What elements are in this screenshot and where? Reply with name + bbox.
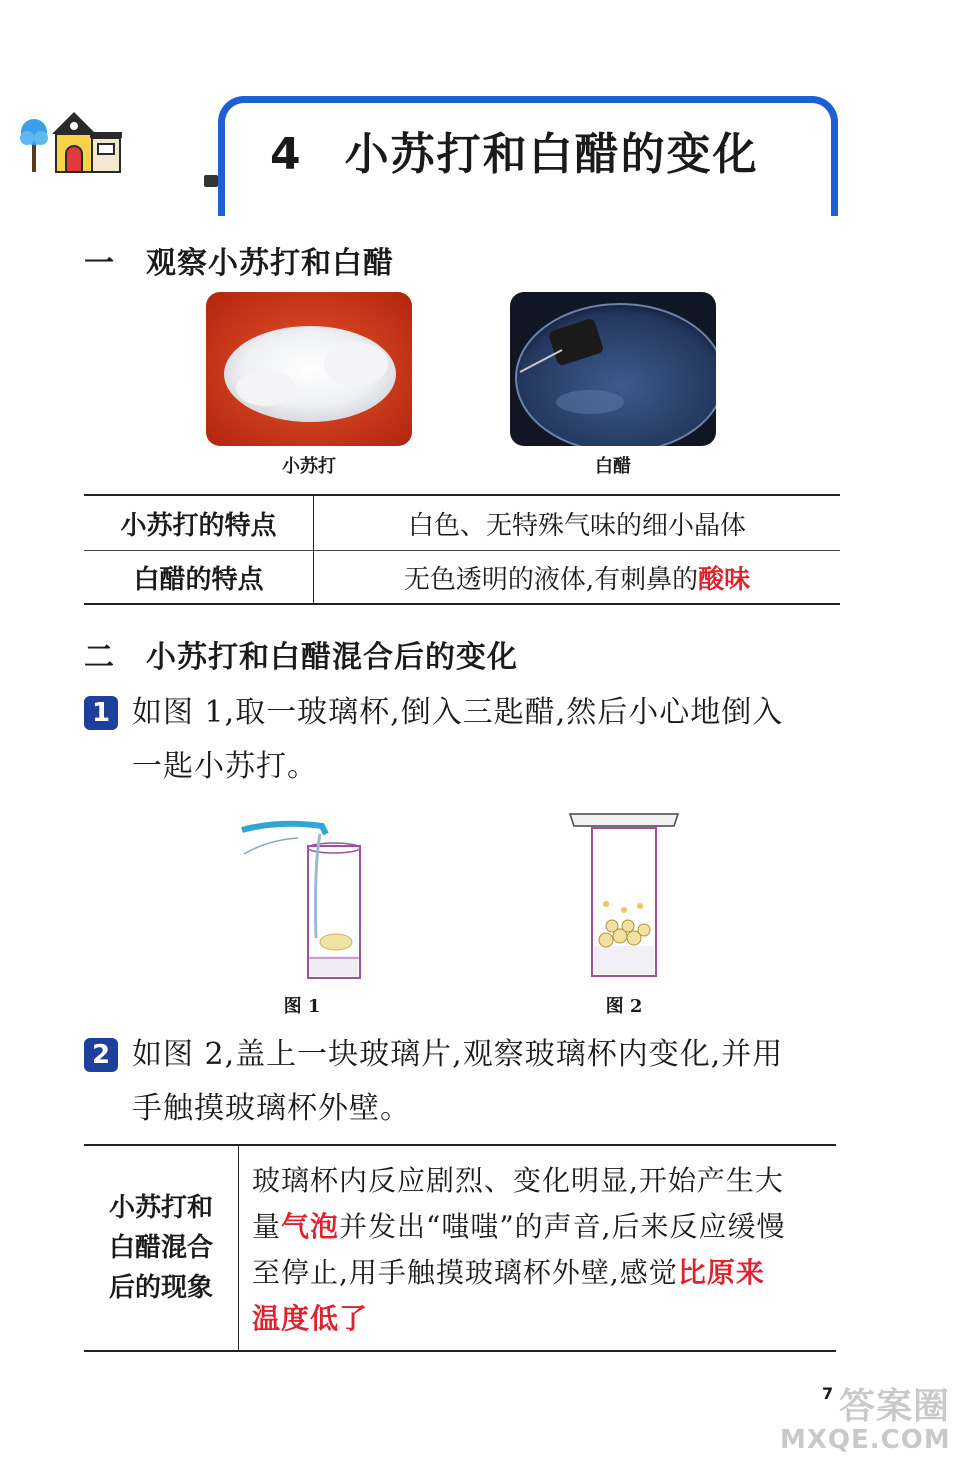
result-description — [252, 1158, 836, 1342]
section-1-number: 一 — [84, 246, 115, 281]
result-line-1: 玻璃杯内反应剧烈、变化明显,开始产生大 — [252, 1164, 784, 1197]
section-2-heading — [84, 632, 518, 676]
lesson-title — [270, 118, 759, 182]
lesson-number: 4 — [270, 129, 303, 180]
result-line-3-start: 至停止,用手触摸玻璃杯外壁,感觉 — [252, 1256, 678, 1289]
result-label-line-1: 小苏打和 — [108, 1193, 213, 1223]
vinegar-feature-label: 白醋的特点 — [133, 565, 264, 595]
result-line-2-end: 并发出“嗤嗤”的声音,后来反应缓慢 — [339, 1210, 786, 1243]
figure-1-caption: 图 1 — [283, 996, 321, 1017]
result-label-line-2: 白醋混合 — [108, 1233, 213, 1263]
lesson-title-text: 小苏打和白醋的变化 — [344, 129, 759, 180]
vinegar-feature-text: 无色透明的液体,有刺鼻的 — [403, 565, 699, 595]
result-highlight-temperature: 温度低了 — [252, 1302, 369, 1335]
result-label-line-3: 后的现象 — [108, 1273, 213, 1303]
result-line-4 — [252, 1296, 836, 1342]
vinegar-feature-highlight: 酸味 — [698, 565, 751, 595]
baking-soda-photo — [206, 292, 412, 446]
vinegar-feature-value — [314, 559, 840, 596]
table-2-column-divider — [238, 1144, 239, 1352]
section-2-number: 二 — [84, 640, 115, 675]
table-2-bottom-border — [84, 1350, 836, 1352]
result-highlight-bubbles: 气泡 — [281, 1210, 340, 1243]
section-2-title: 小苏打和白醋混合后的变化 — [146, 640, 518, 675]
watermark-logo — [780, 1378, 950, 1455]
table-1-row-divider — [84, 550, 840, 551]
result-highlight-compare: 比原来 — [677, 1256, 765, 1289]
step-2-line-1: 如图 2,盖上一块玻璃片,观察玻璃杯内变化,并用 — [132, 1037, 784, 1072]
section-1-title: 观察小苏打和白醋 — [146, 246, 394, 281]
result-line-2-start: 量 — [252, 1210, 282, 1243]
step-1-badge: 1 — [84, 696, 118, 730]
result-line-3 — [252, 1250, 836, 1296]
figure-2-illustration — [566, 806, 682, 982]
watermark-top: 答案圈 — [838, 1386, 950, 1427]
baking-soda-caption: 小苏打 — [282, 456, 336, 477]
step-2-line-2: 手触摸玻璃杯外壁。 — [132, 1091, 411, 1126]
figure-2-caption: 图 2 — [605, 996, 643, 1017]
step-1-line-2: 一匙小苏打。 — [132, 749, 318, 784]
vinegar-caption: 白醋 — [595, 456, 631, 477]
table-1-bottom-border — [84, 603, 840, 605]
house-tree-icon — [18, 110, 124, 176]
page-number: 7 — [822, 1384, 834, 1403]
baking-soda-feature-label: 小苏打的特点 — [120, 511, 277, 541]
vinegar-photo — [510, 292, 716, 446]
section-1-heading — [84, 238, 394, 282]
step-1-line-1: 如图 1,取一玻璃杯,倒入三匙醋,然后小心地倒入 — [132, 695, 784, 730]
result-line-2 — [252, 1204, 836, 1250]
result-label — [84, 1188, 238, 1308]
table-1-top-border — [84, 494, 840, 496]
title-frame-notch — [204, 175, 218, 187]
step-2-badge: 2 — [84, 1038, 118, 1072]
watermark-bottom: MXQE.COM — [780, 1425, 951, 1455]
figure-1-illustration — [238, 806, 368, 982]
baking-soda-feature-value: 白色、无特殊气味的细小晶体 — [407, 511, 746, 541]
table-2-top-border — [84, 1144, 836, 1146]
